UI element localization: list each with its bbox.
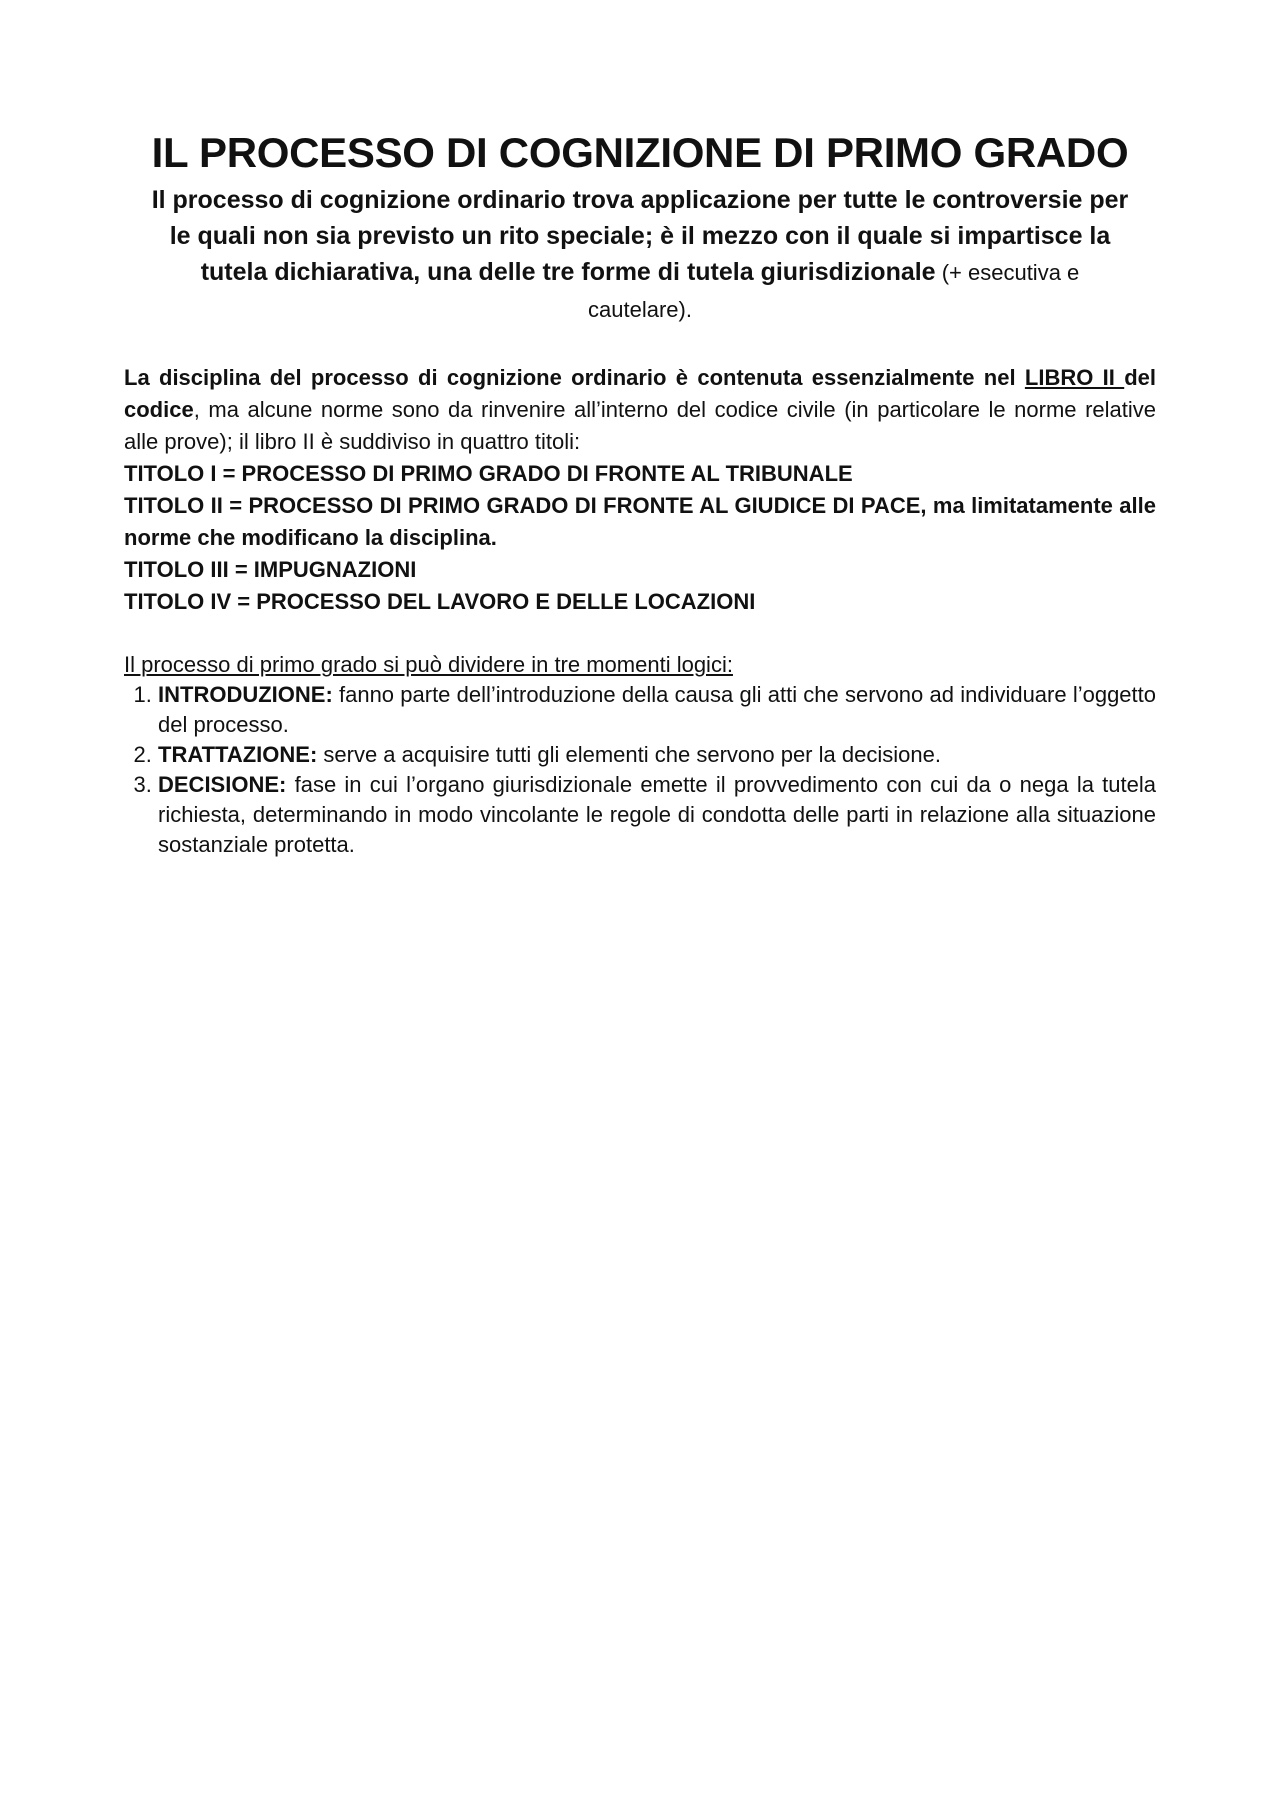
intro-paragraph — [150, 182, 1130, 328]
moment-item — [158, 680, 1156, 740]
moment-term: DECISIONE: — [158, 772, 287, 797]
libro-ii-label: LIBRO II — [1024, 365, 1125, 390]
moment-text: fanno parte dell’introduzione della causa gli atti che servono ad individuare l’oggetto del processo. — [158, 682, 1156, 737]
moment-item — [158, 740, 1156, 770]
titoli-list — [124, 458, 1156, 618]
intro-bold-text: Il processo di cognizione ordinario trova applicazione per tutte le controversie per le quali non sia previsto un rito speciale; è il mezzo con il quale si impartisce la tutela dichiarativa, una delle tre forme di tutela giurisdizionale — [151, 186, 1129, 286]
moments-list — [124, 680, 1156, 860]
discipline-bold-lead: La disciplina del processo di cognizione ordinario è contenuta essenzialmente nel — [124, 365, 1025, 390]
document-page — [124, 128, 1156, 860]
moment-text: serve a acquisire tutti gli elementi che servono per la decisione. — [317, 742, 941, 767]
titolo-item: TITOLO I = PROCESSO DI PRIMO GRADO DI FRONTE AL TRIBUNALE — [124, 461, 853, 486]
document-title: IL PROCESSO DI COGNIZIONE DI PRIMO GRADO — [151, 129, 1129, 176]
titolo-item: TITOLO IV = PROCESSO DEL LAVORO E DELLE LOCAZIONI — [124, 589, 756, 614]
moment-term: INTRODUZIONE: — [158, 682, 333, 707]
moment-text: fase in cui l’organo giurisdizionale emette il provvedimento con cui da o nega la tutela richiesta, determinando in modo vincolante le regole di condotta delle parti in relazione alla situazione sostanziale protetta. — [158, 772, 1156, 857]
moment-item — [158, 770, 1156, 860]
titolo-item: TITOLO III = IMPUGNAZIONI — [124, 557, 417, 582]
moment-term: TRATTAZIONE: — [158, 742, 318, 767]
intro-plain-text: (+ esecutiva e cautelare). — [588, 260, 1080, 322]
titolo-item: TITOLO II = PROCESSO DI PRIMO GRADO DI FRONTE AL GIUDICE DI PACE, ma limitatamente alle norme che modificano la disciplina. — [124, 493, 1156, 550]
discipline-rest-text: , ma alcune norme sono da rinvenire all’interno del codice civile (in particolare le norme relative alle prove); il libro II è suddiviso in quattro titoli: — [124, 397, 1156, 454]
discipline-paragraph — [124, 362, 1156, 458]
moments-heading: Il processo di primo grado si può dividere in tre momenti logici: — [124, 652, 733, 677]
del-codice-text: del codice — [124, 365, 1157, 422]
